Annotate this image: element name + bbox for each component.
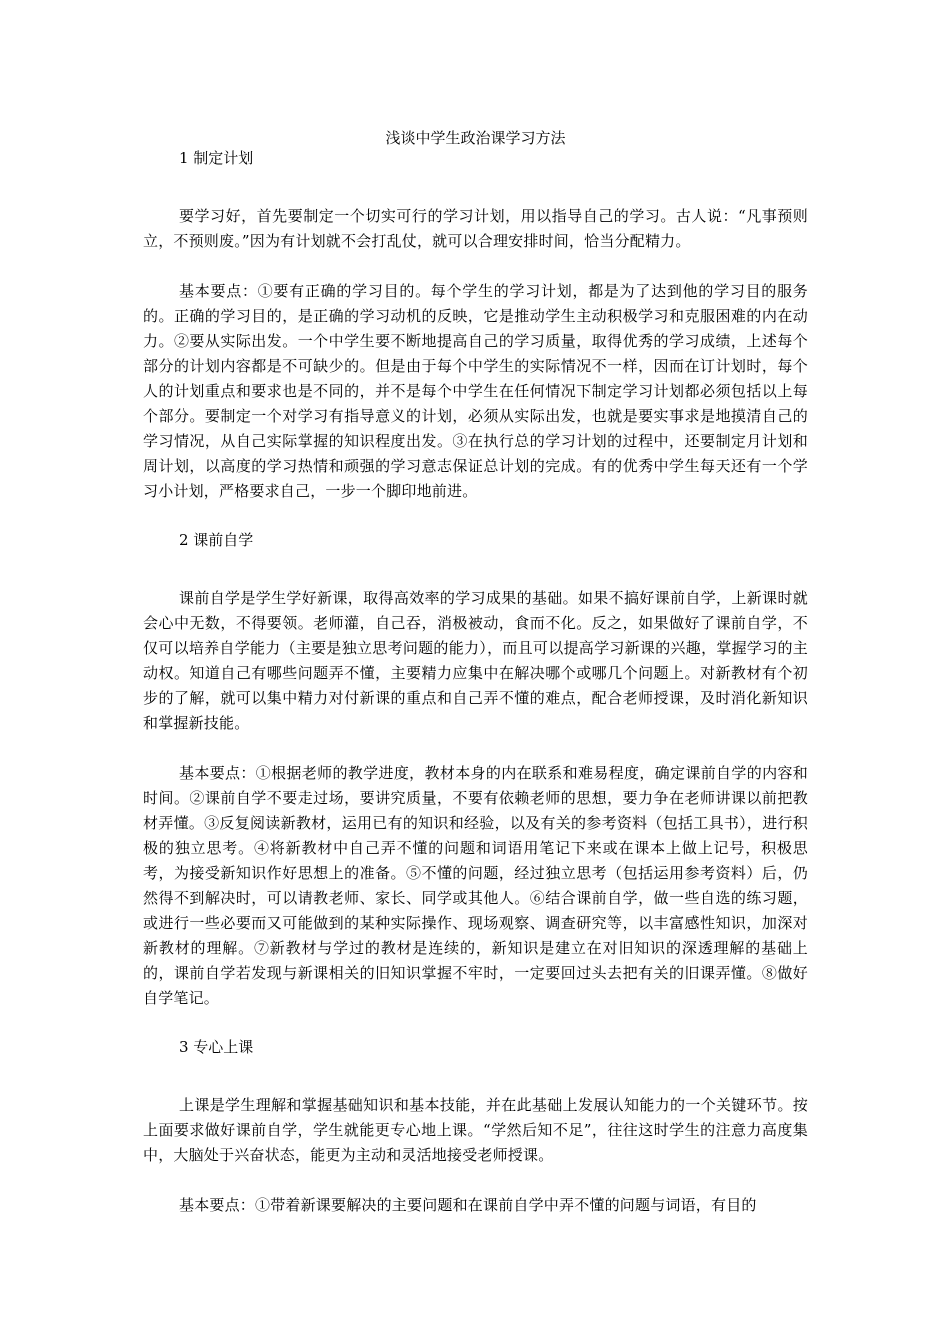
section-2-paragraph-2: 基本要点：①根据老师的教学进度，教材本身的内在联系和难易程度，确定课前自学的内容和时间。②课前自学不要走过场，要讲究质量，不要有依赖老师的思想，要力争在老师讲课以前把教材弄懂。③反复阅读新教材，运用已有的知识和经验，以及有关的参考资料（包括工具书），进行积极的独立思考。④将新教材中自己弄不懂的问题和词语用笔记下来或在课本上做上记号，积极思考，为接受新知识作好思想上的准备。⑤不懂的问题，经过独立思考（包括运用参考资料）后，仍然得不到解决时，可以请教老师、家长、同学或其他人。⑥结合课前自学，做一些自选的练习题，或进行一些必要而又可能做到的某种实际操作、现场观察、调查研究等，以丰富感性知识，加深对新教材的理解。⑦新教材与学过的教材是连续的，新知识是建立在对旧知识的深透理解的基础上的，课前自学若发现与新课相关的旧知识掌握不牢时，一定要回过头去把有关的旧课弄懂。⑧做好自学笔记。 [143,764,808,1007]
section-heading-2: 2 课前自学 [179,531,254,549]
document-title: 浅谈中学生政治课学习方法 [385,129,566,147]
section-1-paragraph-1: 要学习好，首先要制定一个切实可行的学习计划，用以指导自己的学习。古人说：“凡事预则立，不预则废。”因为有计划就不会打乱仗，就可以合理安排时间，恰当分配精力。 [143,207,808,250]
section-3-paragraph-1: 上课是学生理解和掌握基础知识和基本技能，并在此基础上发展认知能力的一个关键环节。按上面要求做好课前自学，学生就能更专心地上课。“学然后知不足”，往往这时学生的注意力高度集中，大脑处于兴奋状态，能更为主动和灵活地接受老师授课。 [143,1096,808,1164]
section-2-paragraph-1: 课前自学是学生学好新课，取得高效率的学习成果的基础。如果不搞好课前自学，上新课时就会心中无数，不得要领。老师灌，自己吞，消极被动，食而不化。反之，如果做好了课前自学，不仅可以培养自学能力（主要是独立思考问题的能力），而且可以提高学习新课的兴趣，掌握学习的主动权。知道自己有哪些问题弄不懂，主要精力应集中在解决哪个或哪几个问题上。对新教材有个初步的了解，就可以集中精力对付新课的重点和自己弄不懂的难点，配合老师授课，及时消化新知识和掌握新技能。 [143,589,808,732]
section-heading-3: 3 专心上课 [179,1038,254,1056]
document-page [143,118,808,1218]
section-3-paragraph-2: 基本要点：①带着新课要解决的主要问题和在课前自学中弄不懂的问题与词语，有目的 [179,1196,757,1214]
section-1-paragraph-2: 基本要点：①要有正确的学习目的。每个学生的学习计划，都是为了达到他的学习目的服务的。正确的学习目的，是正确的学习动机的反映，它是推动学生主动积极学习和克服困难的内在动力。②要从实际出发。一个中学生要不断地提高自己的学习质量，取得优秀的学习成绩，上述每个部分的计划内容都是不可缺少的。但是由于每个中学生的实际情况不一样，因而在订计划时，每个人的计划重点和要求也是不同的，并不是每个中学生在任何情况下制定学习计划都必须包括以上每个部分。要制定一个对学习有指导意义的计划，必须从实际出发，也就是要实事求是地摸清自己的学习情况，从自己实际掌握的知识程度出发。③在执行总的学习计划的过程中，还要制定月计划和周计划，以高度的学习热情和顽强的学习意志保证总计划的完成。有的优秀中学生每天还有一个学习小计划，严格要求自己，一步一个脚印地前进。 [143,282,808,500]
section-heading-1: 1 制定计划 [179,149,254,167]
